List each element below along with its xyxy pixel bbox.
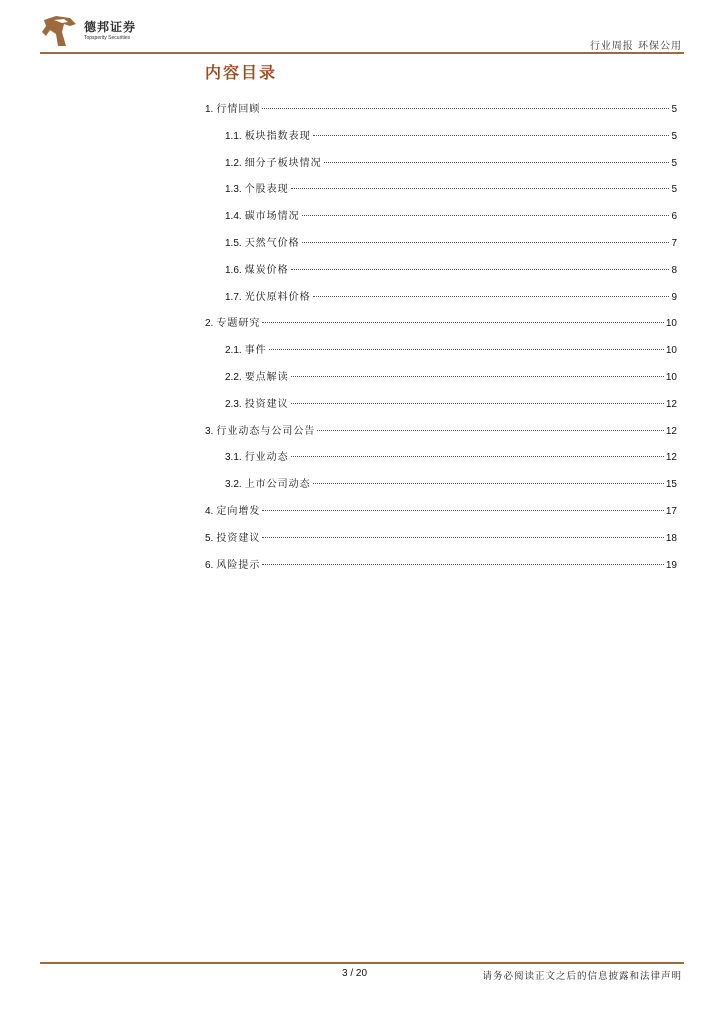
toc-entry[interactable]	[205, 127, 677, 154]
toc-leader-dots	[262, 510, 664, 511]
toc-entry-page: 10	[665, 318, 677, 330]
toc-entry-label: 上市公司动态	[244, 479, 311, 491]
toc-leader-dots	[262, 108, 669, 109]
toc-entry-page: 5	[671, 157, 677, 169]
toc-entry-number: 1.7.	[225, 291, 242, 303]
toc-entry[interactable]	[205, 448, 677, 475]
toc-entry-label: 行业动态与公司公告	[216, 425, 316, 437]
toc-entry[interactable]	[205, 395, 677, 422]
toc-entry[interactable]	[205, 556, 677, 583]
toc-entry[interactable]	[205, 368, 677, 395]
logo-company-subtitle: Topsperity Securities	[84, 35, 131, 41]
page-number: 3 / 20	[342, 968, 368, 979]
toc-entry-page: 7	[671, 237, 677, 249]
toc-entry-number: 3.2.	[225, 479, 242, 491]
table-of-contents	[205, 100, 677, 582]
toc-entry-page: 19	[665, 559, 677, 571]
toc-entry-number: 3.1.	[225, 452, 242, 464]
toc-entry-page: 15	[665, 479, 677, 491]
footer-disclaimer: 请务必阅读正文之后的信息披露和法律声明	[482, 971, 682, 982]
toc-entry-page: 12	[665, 398, 677, 410]
toc-entry-label: 行情回顾	[216, 104, 261, 115]
toc-leader-dots	[313, 296, 670, 297]
toc-entry-number: 4.	[205, 505, 214, 517]
toc-entry[interactable]	[205, 475, 677, 502]
toc-entry-number: 1.5.	[225, 237, 242, 249]
toc-entry[interactable]	[205, 341, 677, 368]
toc-entry-number: 5.	[205, 532, 214, 544]
toc-entry-label: 投资建议	[244, 398, 289, 410]
toc-entry-number: 1.4.	[225, 211, 242, 223]
toc-entry[interactable]	[205, 288, 677, 315]
toc-entry-label: 事件	[244, 345, 267, 357]
toc-leader-dots	[313, 483, 664, 484]
toc-entry[interactable]	[205, 502, 677, 529]
toc-entry-page: 12	[665, 425, 677, 437]
company-logo	[40, 14, 150, 50]
toc-entry-page: 10	[665, 371, 677, 383]
toc-entry[interactable]	[205, 207, 677, 234]
toc-leader-dots	[313, 135, 670, 136]
toc-leader-dots	[317, 430, 664, 431]
toc-entry-label: 碳市场情况	[244, 211, 300, 223]
toc-entry[interactable]	[205, 154, 677, 181]
toc-entry-page: 18	[665, 532, 677, 544]
toc-entry-number: 1.	[205, 104, 214, 115]
report-category: 行业周报 环保公用	[589, 41, 682, 52]
toc-leader-dots	[291, 269, 670, 270]
toc-entry-label: 煤炭价格	[244, 264, 289, 276]
toc-leader-dots	[291, 188, 670, 189]
toc-entry-page: 17	[665, 505, 677, 517]
toc-entry-label: 风险提示	[216, 559, 261, 571]
toc-leader-dots	[262, 537, 664, 538]
toc-entry-label: 行业动态	[244, 452, 289, 464]
toc-leader-dots	[269, 349, 664, 350]
toc-entry-label: 要点解读	[244, 371, 289, 383]
toc-entry-page: 10	[665, 345, 677, 357]
toc-entry-page: 5	[671, 104, 677, 115]
toc-entry[interactable]	[205, 314, 677, 341]
toc-entry[interactable]	[205, 529, 677, 556]
toc-entry-number: 3.	[205, 425, 214, 437]
toc-entry-page: 5	[671, 130, 677, 142]
toc-leader-dots	[291, 376, 664, 377]
toc-entry-number: 2.1.	[225, 345, 242, 357]
toc-entry-page: 6	[671, 211, 677, 223]
toc-entry-label: 光伏原料价格	[244, 291, 311, 303]
toc-entry-page: 9	[671, 291, 677, 303]
toc-entry-label: 定向增发	[216, 505, 261, 517]
toc-entry-label: 板块指数表现	[244, 130, 311, 142]
toc-entry[interactable]	[205, 422, 677, 449]
toc-entry-label: 专题研究	[216, 318, 261, 330]
toc-leader-dots	[262, 564, 664, 565]
toc-entry-number: 2.	[205, 318, 214, 330]
toc-entry-number: 1.6.	[225, 264, 242, 276]
toc-leader-dots	[262, 322, 664, 323]
toc-entry-number: 2.2.	[225, 371, 242, 383]
logo-mark-icon	[40, 14, 78, 50]
toc-entry-label: 投资建议	[216, 532, 261, 544]
toc-entry-label: 细分子板块情况	[244, 157, 322, 169]
toc-entry[interactable]	[205, 261, 677, 288]
footer-divider	[40, 962, 684, 964]
toc-entry-page: 5	[671, 184, 677, 196]
toc-entry[interactable]	[205, 234, 677, 261]
toc-entry[interactable]	[205, 180, 677, 207]
toc-entry-number: 1.2.	[225, 157, 242, 169]
toc-entry-page: 12	[665, 452, 677, 464]
logo-company-name: 德邦证券	[84, 20, 137, 34]
toc-entry-page: 8	[671, 264, 677, 276]
toc-entry-label: 天然气价格	[244, 237, 300, 249]
toc-leader-dots	[302, 242, 670, 243]
toc-entry-number: 6.	[205, 559, 214, 571]
toc-entry-label: 个股表现	[244, 184, 289, 196]
header-divider	[40, 52, 684, 54]
toc-leader-dots	[302, 215, 670, 216]
toc-entry-number: 1.3.	[225, 184, 242, 196]
toc-leader-dots	[291, 403, 664, 404]
toc-entry[interactable]	[205, 100, 677, 127]
toc-entry-number: 1.1.	[225, 130, 242, 142]
toc-leader-dots	[291, 456, 664, 457]
toc-leader-dots	[324, 162, 670, 163]
toc-title: 内容目录	[205, 63, 278, 82]
toc-entry-number: 2.3.	[225, 398, 242, 410]
